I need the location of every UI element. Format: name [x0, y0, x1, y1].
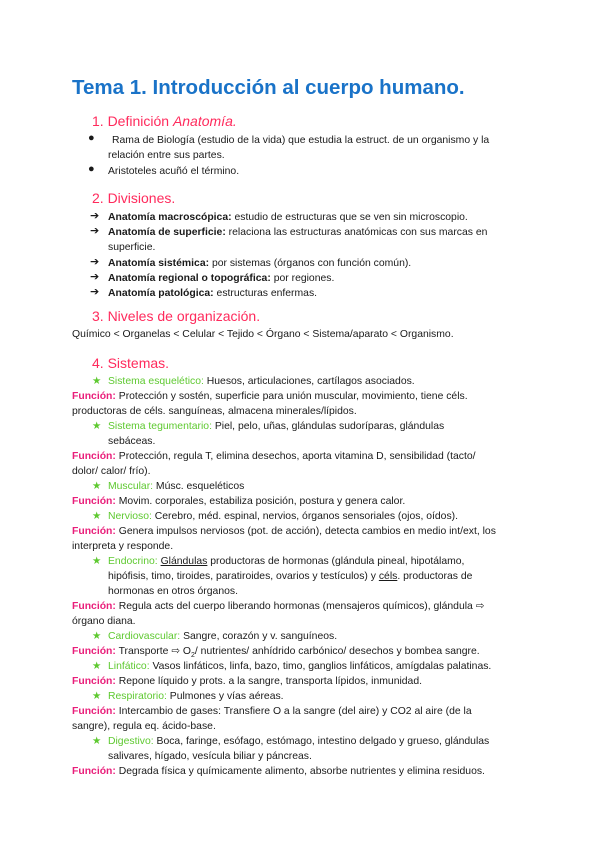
funcion-respiratorio	[72, 704, 472, 719]
funcion-label: Función:	[72, 706, 116, 717]
funcion-respiratorio-cont: sangre), regula eq. ácido-base.	[72, 721, 216, 732]
division-item-4	[108, 271, 334, 286]
system-desc: Vasos linfáticos, linfa, bazo, timo, ganglios linfáticos, amígdalas palatinas.	[149, 661, 492, 672]
funcion-muscular	[72, 494, 405, 509]
system-desc-underlined: Glándulas	[160, 556, 208, 567]
funcion-text-a: Transporte ⇨ O	[115, 646, 191, 657]
system-endocrino	[108, 554, 464, 569]
system-nervioso	[108, 509, 458, 524]
star-icon: ★	[92, 421, 102, 432]
system-desc2-underlined: céls	[378, 571, 398, 582]
system-linfatico	[108, 659, 491, 674]
funcion-tegumentario-cont: dolor/ calor/ frío).	[72, 466, 151, 477]
funcion-text-subscript: 2	[191, 652, 195, 660]
funcion-label: Función:	[72, 601, 116, 612]
system-cardiovascular	[108, 629, 337, 644]
system-desc: Músc. esqueléticos	[153, 481, 245, 492]
division-item-5	[108, 286, 317, 301]
division-term: Anatomía macroscópica:	[108, 212, 232, 223]
section-1-heading-emphasis: Anatomía.	[172, 113, 237, 129]
funcion-esqueletico	[72, 389, 468, 404]
star-icon: ★	[92, 511, 102, 522]
page-title: Tema 1. Introducción al cuerpo humano.	[72, 76, 465, 99]
funcion-label: Función:	[72, 766, 116, 777]
funcion-text: Repone líquido y prots. a la sangre, transporta lípidos, inmunidad.	[115, 676, 423, 687]
division-item-2-cont: superficie.	[108, 242, 156, 253]
system-name: Nervioso:	[108, 511, 152, 522]
funcion-text: Regula acts del cuerpo liberando hormonas (mensajeros químicos), glándula ⇨	[115, 601, 485, 612]
system-name: Muscular:	[108, 481, 154, 492]
system-desc: Huesos, articulaciones, cartílagos asociados.	[203, 376, 415, 387]
system-name: Digestivo:	[108, 736, 154, 747]
funcion-label: Función:	[72, 496, 116, 507]
division-desc: estructuras enfermas.	[213, 288, 318, 299]
system-endocrino-cont	[108, 569, 472, 584]
funcion-label: Función:	[72, 451, 116, 462]
arrow-right-icon: ➔	[90, 210, 100, 222]
system-name: Sistema esquelético:	[108, 376, 204, 387]
arrow-right-icon: ➔	[90, 256, 100, 268]
funcion-text: Protección, regula T, elimina desechos, aporta vitamina D, sensibilidad (tacto/	[115, 451, 476, 462]
system-desc-b: productoras de hormonas (glándula pineal, hipotálamo,	[207, 556, 465, 567]
star-icon: ★	[92, 556, 102, 567]
arrow-right-icon: ➔	[90, 286, 100, 298]
division-item-2	[108, 225, 487, 240]
system-muscular	[108, 479, 244, 494]
section-1-bullet-1: Rama de Biología (estudio de la vida) que estudia la estruct. de un organismo y la	[112, 135, 490, 146]
funcion-tegumentario	[72, 449, 476, 464]
bullet-icon: ●	[88, 132, 95, 144]
section-1-bullet-1-cont: relación entre sus partes.	[108, 150, 225, 161]
star-icon: ★	[92, 691, 102, 702]
system-name: Endocrino:	[108, 556, 158, 567]
system-desc: Pulmones y vías aéreas.	[166, 691, 284, 702]
system-name: Linfático:	[108, 661, 150, 672]
section-2-heading: 2. Divisiones.	[92, 190, 176, 206]
star-icon: ★	[92, 631, 102, 642]
funcion-text: Protección y sostén, superficie para unión muscular, movimiento, tiene céls.	[115, 391, 468, 402]
section-1-heading-text: 1. Definición	[92, 113, 173, 129]
levels-text: Químico < Organelas < Celular < Tejido < Órgano < Sistema/aparato < Organismo.	[72, 329, 454, 340]
system-name: Respiratorio:	[108, 691, 167, 702]
system-desc2-b: . productoras de	[397, 571, 473, 582]
funcion-endocrino-cont: órgano diana.	[72, 616, 136, 627]
funcion-nervioso-cont: interpreta y responde.	[72, 541, 174, 552]
system-desc: Boca, faringe, esófago, estómago, intestino delgado y grueso, glándulas	[153, 736, 490, 747]
system-tegumentario	[108, 419, 444, 434]
arrow-right-icon: ➔	[90, 225, 100, 237]
system-name: Sistema tegumentario:	[108, 421, 212, 432]
system-tegumentario-cont: sebáceas.	[108, 436, 156, 447]
system-desc: Cerebro, méd. espinal, nervios, órganos sensoriales (ojos, oídos).	[151, 511, 458, 522]
system-desc: Sangre, corazón y v. sanguíneos.	[180, 631, 338, 642]
star-icon: ★	[92, 736, 102, 747]
division-term: Anatomía de superficie:	[108, 227, 226, 238]
funcion-esqueletico-cont: productoras de céls. sanguíneas, almacena minerales/lípidos.	[72, 406, 357, 417]
division-desc: por sistemas (órganos con función común).	[209, 258, 412, 269]
section-4-heading: 4. Sistemas.	[92, 355, 170, 371]
division-item-3	[108, 256, 411, 271]
funcion-label: Función:	[72, 391, 116, 402]
funcion-text: Genera impulsos nerviosos (pot. de acción), detecta cambios en medio int/ext, los	[115, 526, 496, 537]
section-1-bullet-2: Aristoteles acuñó el término.	[108, 166, 240, 177]
star-icon: ★	[92, 376, 102, 387]
funcion-endocrino	[72, 599, 484, 614]
bullet-icon: ●	[88, 163, 95, 175]
funcion-linfatico	[72, 674, 422, 689]
division-item-1	[108, 210, 468, 225]
funcion-label: Función:	[72, 526, 116, 537]
section-3-heading: 3. Niveles de organización.	[92, 308, 261, 324]
division-desc: relaciona las estructuras anatómicas con sus marcas en	[225, 227, 488, 238]
funcion-label: Función:	[72, 646, 116, 657]
star-icon: ★	[92, 661, 102, 672]
arrow-right-icon: ➔	[90, 271, 100, 283]
system-desc: Piel, pelo, uñas, glándulas sudoríparas, glándulas	[211, 421, 445, 432]
division-term: Anatomía regional o topográfica:	[108, 273, 271, 284]
division-term: Anatomía patológica:	[108, 288, 214, 299]
funcion-text-b: / nutrientes/ anhídrido carbónico/ desechos y bombea sangre.	[194, 646, 480, 657]
star-icon: ★	[92, 481, 102, 492]
funcion-text: Degrada física y químicamente alimento, absorbe nutrientes y elimina residuos.	[115, 766, 485, 777]
division-desc: estudio de estructuras que se ven sin microscopio.	[231, 212, 468, 223]
funcion-text: Movim. corporales, estabiliza posición, postura y genera calor.	[115, 496, 406, 507]
division-term: Anatomía sistémica:	[108, 258, 210, 269]
section-1-heading	[92, 112, 237, 130]
division-desc: por regiones.	[270, 273, 335, 284]
system-name: Cardiovascular:	[108, 631, 181, 642]
funcion-digestivo	[72, 764, 485, 779]
system-endocrino-cont2: hormonas en otros órganos.	[108, 586, 238, 597]
system-respiratorio	[108, 689, 284, 704]
system-esqueletico	[108, 374, 415, 389]
system-digestivo-cont: salivares, hígado, vesícula biliar y páncreas.	[108, 751, 312, 762]
funcion-label: Función:	[72, 676, 116, 687]
funcion-nervioso	[72, 524, 496, 539]
funcion-text: Intercambio de gases: Transfiere O a la sangre (del aire) y CO2 al aire (de la	[115, 706, 472, 717]
system-desc2-a: hipófisis, timo, tiroides, paratiroides, ovarios y testículos) y	[108, 571, 379, 582]
system-digestivo	[108, 734, 489, 749]
